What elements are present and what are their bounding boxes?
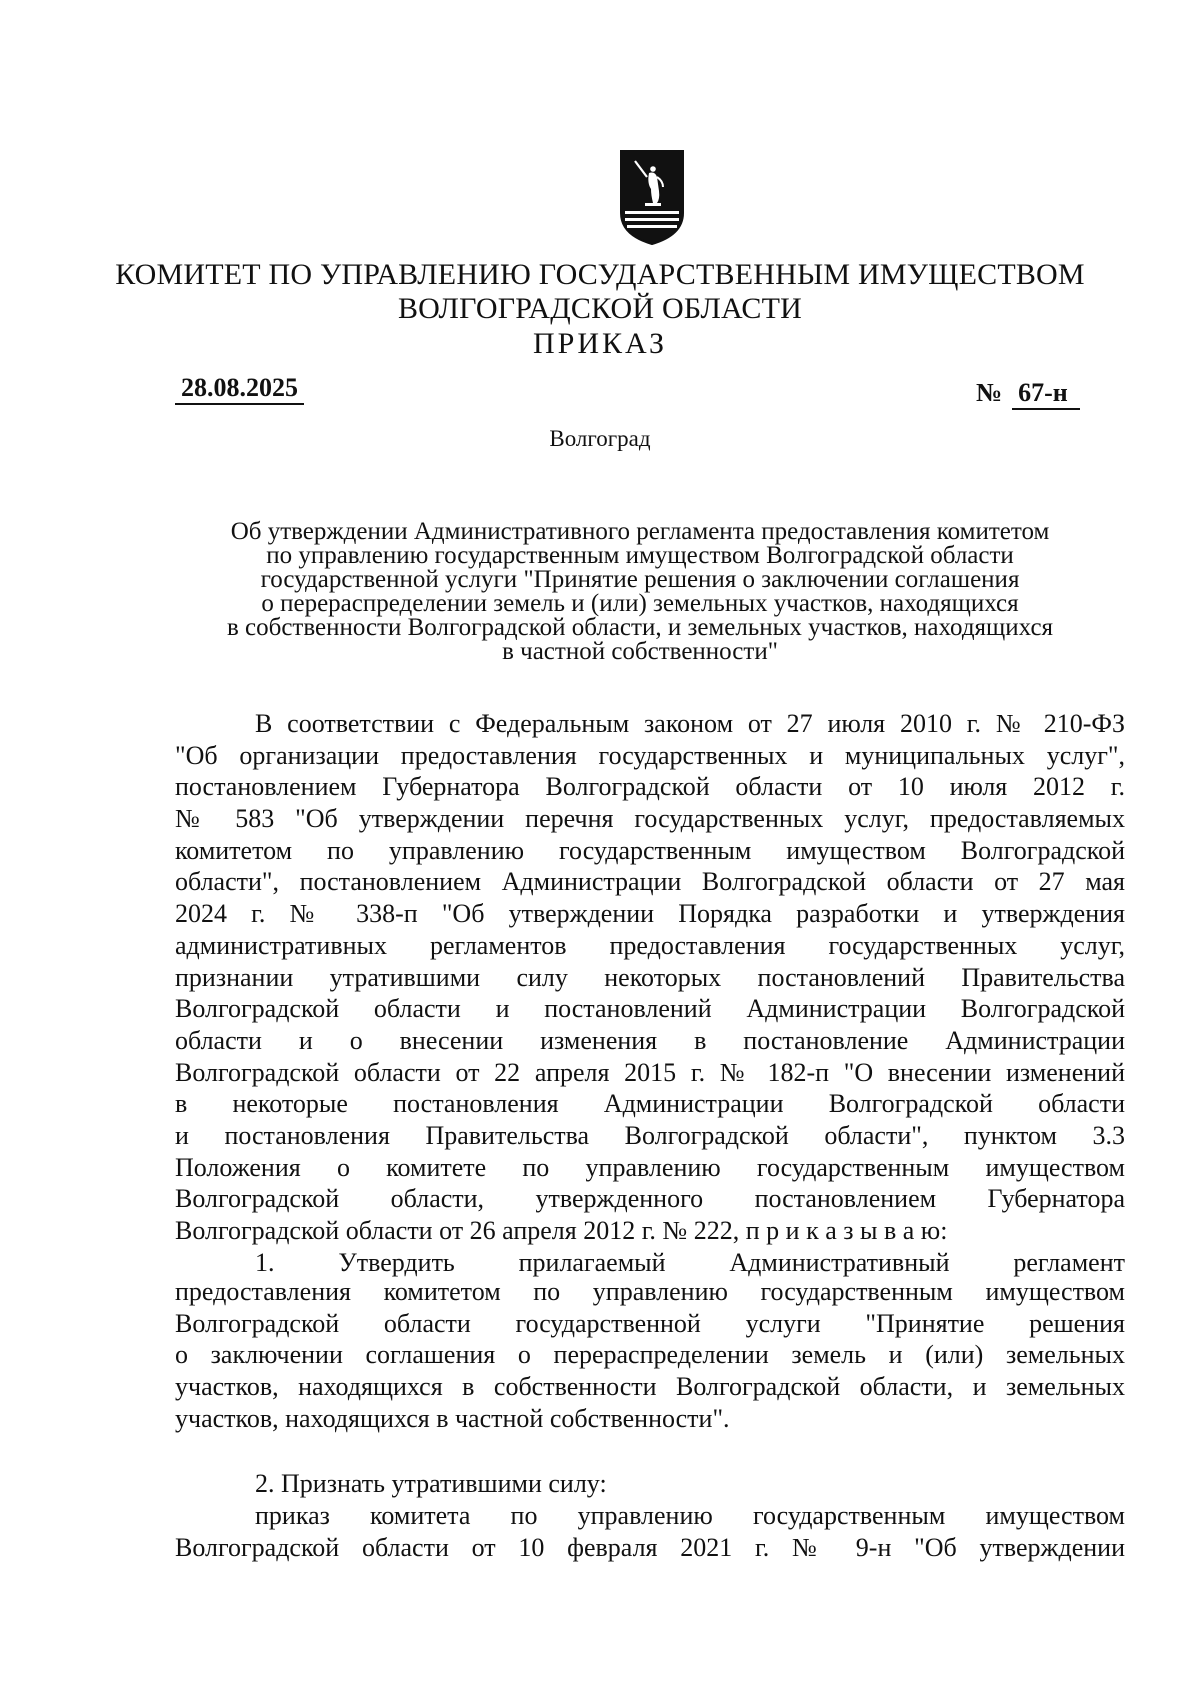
text-line: комитетом по управлению государственным имуществом Волгоградской — [175, 835, 1125, 865]
document-type: ПРИКАЗ — [533, 327, 667, 360]
document-number — [976, 378, 1080, 410]
document-date: 28.08.2025 — [175, 373, 304, 405]
text-line: Волгоградской области государственной услуги "Принятие решения — [175, 1308, 1125, 1338]
text-line: 2. Признать утратившими силу: — [255, 1469, 607, 1498]
title-line: в частной собственности" — [502, 638, 778, 665]
preamble-paragraph — [175, 708, 1125, 1278]
item1-paragraph — [175, 1276, 1125, 1434]
text-line: и постановления Правительства Волгоградской области", пунктом 3.3 — [175, 1120, 1125, 1150]
text-line: постановлением Губернатора Волгоградской области от 10 июля 2012 г. — [175, 772, 1125, 802]
text-line: В соответствии с Федеральным законом от 27 июля 2010 г. № 210-ФЗ — [255, 709, 1125, 738]
document-title — [160, 520, 1120, 664]
text-line: Положения о комитете по управлению государственным имуществом — [175, 1152, 1125, 1182]
organization-name-line2: ВОЛГОГРАДСКОЙ ОБЛАСТИ — [397, 292, 803, 325]
item2-paragraph — [175, 1500, 1125, 1563]
text-line: Волгоградской области от 26 апреля 2012 г. № 222, п р и к а з ы в а ю: — [175, 1216, 948, 1245]
text-line: административных регламентов предоставления государственных услуг, — [175, 930, 1125, 960]
text-line: 2024 г. № 338-п "Об утверждении Порядка разработки и утверждения — [175, 899, 1125, 929]
text-line: области", постановлением Администрации Волгоградской области от 27 мая — [175, 867, 1125, 897]
document-city: Волгоград — [549, 426, 651, 451]
number-sign: № — [976, 378, 1003, 407]
title-line: о перераспределении земель и (или) земельных участков, находящихся — [261, 590, 1019, 617]
text-line: "Об организации предоставления государственных и муниципальных услуг", — [175, 740, 1125, 770]
title-line: по управлению государственным имуществом Волгоградской области — [266, 542, 1014, 569]
text-line: предоставления комитетом по управлению государственным имуществом — [175, 1277, 1125, 1306]
text-line: Волгоградской области и постановлений Администрации Волгоградской — [175, 994, 1125, 1024]
title-line: в собственности Волгоградской области, и земельных участков, находящихся — [226, 614, 1054, 641]
text-line: Волгоградской области, утвержденного постановлением Губернатора — [175, 1184, 1125, 1214]
item2-heading — [175, 1468, 1125, 1500]
text-line: участков, находящихся в частной собственности". — [175, 1403, 730, 1433]
organization-name-line1: КОМИТЕТ ПО УПРАВЛЕНИЮ ГОСУДАРСТВЕННЫМ ИМУЩЕСТВОМ — [115, 258, 1085, 291]
text-line: признании утратившими силу некоторых постановлений Правительства — [175, 962, 1125, 992]
text-line: Волгоградской области от 22 апреля 2015 г. № 182-п "О внесении изменений — [175, 1057, 1125, 1087]
text-line: области и о внесении изменения в постановление Администрации — [175, 1025, 1125, 1055]
title-line: Об утверждении Административного регламента предоставления комитетом — [230, 518, 1050, 545]
text-line: приказ комитета по управлению государственным имуществом — [255, 1501, 1125, 1530]
text-line: в некоторые постановления Администрации Волгоградской области — [175, 1089, 1125, 1119]
text-line: № 583 "Об утверждении перечня государственных услуг, предоставляемых — [175, 804, 1125, 834]
text-line: 1. Утвердить прилагаемый Административный регламент — [255, 1247, 1125, 1277]
number-value: 67-н — [1012, 378, 1080, 410]
text-line: Волгоградской области от 10 февраля 2021 г. № 9-н "Об утверждении — [175, 1532, 1125, 1562]
text-line: о заключении соглашения о перераспределении земель и (или) земельных — [175, 1340, 1125, 1370]
text-line: участков, находящихся в собственности Волгоградской области, и земельных — [175, 1372, 1125, 1402]
volgograd-emblem-icon — [617, 147, 687, 247]
title-line: государственной услуги "Принятие решения о заключении соглашения — [260, 566, 1020, 593]
